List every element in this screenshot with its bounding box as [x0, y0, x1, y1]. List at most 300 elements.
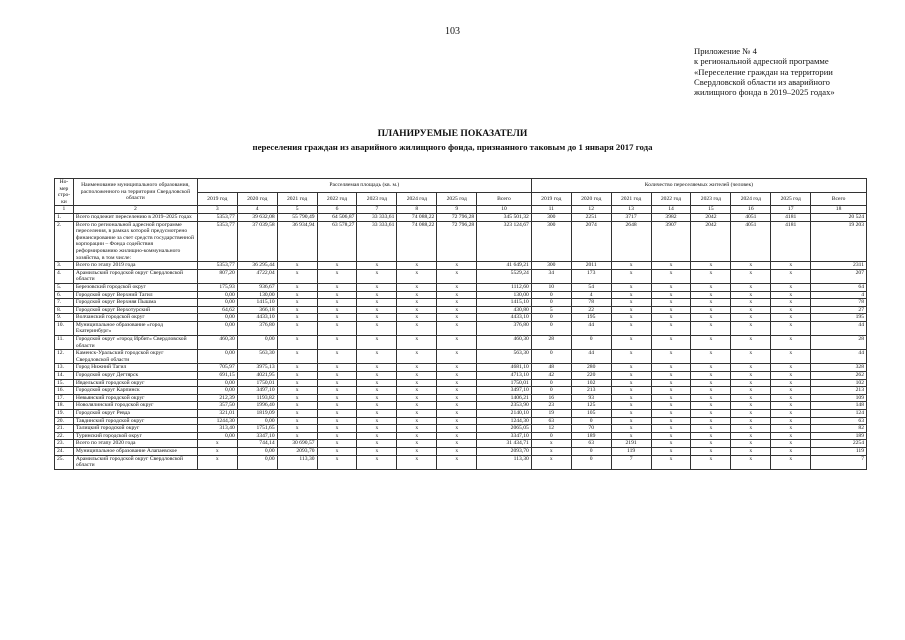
municipality-name-cell: Городской округ Верхотурский	[73, 306, 197, 314]
area-value-cell: х	[397, 306, 437, 314]
people-value-cell: 3907	[651, 221, 691, 262]
area-value-cell: х	[357, 321, 397, 335]
row-number-cell: 10.	[55, 321, 74, 335]
area-value-cell: х	[437, 417, 477, 425]
row-number-cell: 6.	[55, 291, 74, 299]
people-value-cell: 195	[571, 314, 611, 322]
area-value-cell: 0,00	[197, 299, 237, 307]
row-number-cell: 25.	[55, 455, 74, 469]
area-value-cell: х	[397, 387, 437, 395]
area-value-cell: х	[317, 455, 357, 469]
people-value-cell: 105	[571, 410, 611, 418]
area-value-cell: 3497,10	[477, 387, 532, 395]
area-value-cell: х	[317, 314, 357, 322]
table-row	[55, 432, 867, 440]
people-value-cell: 300	[531, 213, 571, 221]
people-value-cell: 0	[531, 350, 571, 364]
area-value-cell: 212,39	[197, 394, 237, 402]
area-value-cell: х	[277, 269, 317, 283]
area-value-cell: 376,80	[237, 321, 277, 335]
row-number-cell: 8.	[55, 306, 74, 314]
area-value-cell: 807,20	[197, 269, 237, 283]
area-value-cell: х	[397, 364, 437, 372]
area-value-cell: х	[397, 402, 437, 410]
people-value-cell: 102	[571, 379, 611, 387]
column-number-cell: 10	[477, 206, 532, 214]
area-value-cell: х	[277, 321, 317, 335]
area-value-cell: х	[357, 314, 397, 322]
column-number-cell: 16	[731, 206, 771, 214]
people-value-cell: 78	[811, 299, 867, 307]
people-value-cell: х	[731, 455, 771, 469]
people-value-cell: 0	[531, 387, 571, 395]
people-value-cell: 23	[531, 402, 571, 410]
people-value-cell: х	[691, 364, 731, 372]
area-value-cell: 33 333,61	[357, 213, 397, 221]
people-value-cell: 109	[811, 394, 867, 402]
people-value-cell: х	[731, 291, 771, 299]
people-value-cell: х	[691, 387, 731, 395]
table-row	[55, 455, 867, 469]
area-value-cell: х	[317, 432, 357, 440]
area-value-cell: х	[437, 291, 477, 299]
area-value-cell: 41 649,21	[477, 262, 532, 270]
people-value-cell: 207	[811, 269, 867, 283]
area-value-cell: х	[277, 350, 317, 364]
people-value-cell: 124	[811, 410, 867, 418]
area-value-cell: 64,62	[197, 306, 237, 314]
municipality-name-cell: Ивдельский городской округ	[73, 379, 197, 387]
area-value-cell: 74 088,22	[397, 213, 437, 221]
people-value-cell: х	[731, 402, 771, 410]
people-value-cell: 28	[531, 336, 571, 350]
people-value-cell: х	[651, 432, 691, 440]
area-value-cell: х	[437, 350, 477, 364]
area-value-cell: х	[317, 379, 357, 387]
area-value-cell: 55 790,49	[277, 213, 317, 221]
people-value-cell: х	[771, 262, 811, 270]
municipality-name-cell: Город Нижний Тагил	[73, 364, 197, 372]
area-value-cell: х	[437, 364, 477, 372]
document-title: ПЛАНИРУЕМЫЕ ПОКАЗАТЕЛИ	[377, 128, 528, 139]
area-value-cell: х	[317, 283, 357, 291]
area-value-cell: 5353,77	[197, 262, 237, 270]
header-year: 2019 год	[531, 192, 571, 206]
people-value-cell: х	[731, 410, 771, 418]
people-value-cell: х	[691, 336, 731, 350]
people-value-cell: х	[731, 283, 771, 291]
header-people-group: Количество переселяемых жителей (человек)	[531, 179, 866, 193]
area-value-cell: 74 088,22	[397, 221, 437, 262]
area-value-cell: х	[317, 291, 357, 299]
area-value-cell: х	[397, 350, 437, 364]
table-row	[55, 425, 867, 433]
column-number-cell: 5	[277, 206, 317, 214]
column-number-cell: 6	[317, 206, 357, 214]
municipality-name-cell: Городской округ «город Ирбит» Свердловской области	[73, 336, 197, 350]
people-value-cell: 93	[571, 394, 611, 402]
appendix-line: Свердловской области из аварийного	[694, 76, 830, 87]
area-value-cell: х	[437, 262, 477, 270]
people-value-cell: 20 524	[811, 213, 867, 221]
municipality-name-cell: Муниципальное образование Алапаевское	[73, 447, 197, 455]
area-value-cell: 744,14	[237, 440, 277, 448]
area-value-cell: х	[317, 417, 357, 425]
people-value-cell: 2074	[571, 221, 611, 262]
column-number-cell: 8	[397, 206, 437, 214]
people-value-cell: х	[771, 336, 811, 350]
people-value-cell: 63	[811, 417, 867, 425]
people-value-cell: 328	[811, 364, 867, 372]
table-row	[55, 336, 867, 350]
people-value-cell: 2042	[691, 221, 731, 262]
area-value-cell: 4722,04	[237, 269, 277, 283]
table-row	[55, 402, 867, 410]
area-value-cell: х	[277, 336, 317, 350]
people-value-cell: х	[771, 402, 811, 410]
area-value-cell: х	[437, 387, 477, 395]
people-value-cell: х	[731, 350, 771, 364]
people-value-cell: 2042	[691, 213, 731, 221]
column-number-cell: 15	[691, 206, 731, 214]
area-value-cell: х	[397, 432, 437, 440]
area-value-cell: 72 796,28	[437, 213, 477, 221]
area-value-cell: х	[397, 447, 437, 455]
people-value-cell: х	[611, 299, 651, 307]
area-value-cell: х	[317, 387, 357, 395]
people-value-cell: 125	[571, 402, 611, 410]
people-value-cell: 189	[811, 432, 867, 440]
people-value-cell: 0	[571, 336, 611, 350]
area-value-cell: х	[397, 379, 437, 387]
area-value-cell: х	[437, 314, 477, 322]
area-value-cell: 321,01	[197, 410, 237, 418]
column-number-cell: 4	[237, 206, 277, 214]
municipality-name-cell: Новолялинский городской округ	[73, 402, 197, 410]
people-value-cell: х	[771, 350, 811, 364]
table-row	[55, 321, 867, 335]
area-value-cell: х	[357, 291, 397, 299]
municipality-name-cell: Городской округ Дегтярск	[73, 372, 197, 380]
area-value-cell: х	[357, 394, 397, 402]
people-value-cell: х	[771, 372, 811, 380]
area-value-cell: 313,40	[197, 425, 237, 433]
table-row	[55, 221, 867, 262]
area-value-cell: 3497,10	[237, 387, 277, 395]
people-value-cell: 0	[531, 379, 571, 387]
people-value-cell: х	[771, 379, 811, 387]
area-value-cell: 1193,82	[237, 394, 277, 402]
people-value-cell: 2191	[611, 440, 651, 448]
area-value-cell: х	[317, 262, 357, 270]
appendix-line: «Переселение граждан на территории	[694, 66, 833, 77]
people-value-cell: х	[611, 321, 651, 335]
area-value-cell: 0,00	[197, 379, 237, 387]
column-number-cell: 13	[611, 206, 651, 214]
people-value-cell: х	[651, 455, 691, 469]
area-value-cell: 33 333,61	[357, 221, 397, 262]
header-year: 2024 год	[397, 192, 437, 206]
municipality-name-cell: Всего по региональной адресной программе переселения, в рамках которой предусмотрено финансирование за счет средств государственной корпорации – Фонда содействия реформированию жилищно-коммунального хозяйства, в том числе:	[73, 221, 197, 262]
area-value-cell: х	[357, 447, 397, 455]
people-value-cell: х	[731, 336, 771, 350]
area-value-cell: х	[397, 283, 437, 291]
people-value-cell: х	[651, 447, 691, 455]
header-year: 2021 год	[277, 192, 317, 206]
people-value-cell: х	[771, 306, 811, 314]
area-value-cell: х	[277, 364, 317, 372]
area-value-cell: 563,30	[237, 350, 277, 364]
table-row	[55, 213, 867, 221]
people-value-cell: 0	[531, 291, 571, 299]
people-value-cell: х	[771, 364, 811, 372]
people-value-cell: х	[691, 417, 731, 425]
people-value-cell: 2648	[611, 221, 651, 262]
people-value-cell: х	[651, 425, 691, 433]
people-value-cell: 12	[531, 425, 571, 433]
area-value-cell: х	[357, 402, 397, 410]
area-value-cell: 5353,77	[197, 221, 237, 262]
people-value-cell: х	[651, 372, 691, 380]
area-value-cell: 0,00	[197, 387, 237, 395]
area-value-cell: х	[277, 306, 317, 314]
header-year: 2022 год	[651, 192, 691, 206]
area-value-cell: х	[197, 447, 237, 455]
header-year: 2025 год	[437, 192, 477, 206]
area-value-cell: х	[437, 336, 477, 350]
people-value-cell: х	[611, 262, 651, 270]
appendix-line: к региональной адресной программе	[694, 56, 829, 67]
people-value-cell: х	[731, 440, 771, 448]
area-value-cell: 1415,10	[237, 299, 277, 307]
people-value-cell: х	[691, 379, 731, 387]
people-value-cell: х	[731, 306, 771, 314]
area-value-cell: х	[317, 336, 357, 350]
area-value-cell: 1406,21	[477, 394, 532, 402]
area-value-cell: 4433,10	[237, 314, 277, 322]
people-value-cell: х	[771, 314, 811, 322]
area-value-cell: х	[317, 440, 357, 448]
area-value-cell: 4681,10	[477, 364, 532, 372]
area-value-cell: х	[397, 269, 437, 283]
table-row	[55, 350, 867, 364]
column-number-cell: 11	[531, 206, 571, 214]
people-value-cell: х	[731, 364, 771, 372]
area-value-cell: х	[437, 306, 477, 314]
area-value-cell: х	[397, 394, 437, 402]
row-number-cell: 5.	[55, 283, 74, 291]
table-row	[55, 291, 867, 299]
row-number-cell: 14.	[55, 372, 74, 380]
people-value-cell: х	[771, 321, 811, 335]
people-value-cell: 54	[571, 283, 611, 291]
people-value-cell: х	[691, 314, 731, 322]
header-total: Всего	[811, 192, 867, 206]
people-value-cell: 78	[571, 299, 611, 307]
people-value-cell: х	[611, 410, 651, 418]
column-number-cell: 3	[197, 206, 237, 214]
area-value-cell: 2093,70	[477, 447, 532, 455]
people-value-cell: 48	[531, 364, 571, 372]
area-value-cell: 0,00	[197, 321, 237, 335]
municipality-name-cell: Городской округ Верхний Тагил	[73, 291, 197, 299]
area-value-cell: 2065,05	[477, 425, 532, 433]
municipality-name-cell: Талицкий городской округ	[73, 425, 197, 433]
area-value-cell: 72 796,28	[437, 221, 477, 262]
people-value-cell: х	[731, 314, 771, 322]
people-value-cell: х	[691, 410, 731, 418]
area-value-cell: х	[357, 269, 397, 283]
row-number-cell: 15.	[55, 379, 74, 387]
people-value-cell: 0	[531, 314, 571, 322]
area-value-cell: х	[437, 455, 477, 469]
people-value-cell: х	[611, 402, 651, 410]
people-value-cell: х	[651, 306, 691, 314]
table-row	[55, 440, 867, 448]
area-value-cell: х	[397, 299, 437, 307]
area-value-cell: 0,00	[197, 432, 237, 440]
header-year: 2020 год	[237, 192, 277, 206]
area-value-cell: х	[397, 425, 437, 433]
header-year: 2022 год	[317, 192, 357, 206]
area-value-cell: х	[437, 372, 477, 380]
people-value-cell: 0	[571, 455, 611, 469]
people-value-cell: х	[651, 314, 691, 322]
people-value-cell: х	[651, 299, 691, 307]
people-value-cell: 42	[531, 372, 571, 380]
table-row	[55, 417, 867, 425]
municipality-name-cell: Городской округ Карпинск	[73, 387, 197, 395]
people-value-cell: х	[731, 447, 771, 455]
area-value-cell: 2093,70	[277, 447, 317, 455]
row-number-cell: 3.	[55, 262, 74, 270]
area-value-cell: х	[357, 425, 397, 433]
area-value-cell: х	[437, 299, 477, 307]
people-value-cell: х	[611, 283, 651, 291]
people-value-cell: х	[731, 321, 771, 335]
area-value-cell: х	[437, 321, 477, 335]
area-value-cell: 0,00	[237, 455, 277, 469]
people-value-cell: х	[691, 432, 731, 440]
header-total: Всего	[477, 192, 532, 206]
row-number-cell: 2.	[55, 221, 74, 262]
area-value-cell: х	[357, 299, 397, 307]
area-value-cell: 113,30	[277, 455, 317, 469]
area-value-cell: х	[357, 336, 397, 350]
column-numbers-row	[55, 206, 867, 214]
area-value-cell: х	[397, 417, 437, 425]
people-value-cell: 19	[531, 410, 571, 418]
people-value-cell: 19 203	[811, 221, 867, 262]
area-value-cell: х	[357, 364, 397, 372]
municipality-name-cell: Всего по этапу 2020 года	[73, 440, 197, 448]
area-value-cell: 130,00	[237, 291, 277, 299]
area-value-cell: 323 124,67	[477, 221, 532, 262]
people-value-cell: х	[731, 269, 771, 283]
people-value-cell: 70	[571, 425, 611, 433]
people-value-cell: х	[691, 283, 731, 291]
people-value-cell: х	[691, 306, 731, 314]
area-value-cell: 4433,10	[477, 314, 532, 322]
people-value-cell: 63	[531, 417, 571, 425]
people-value-cell: 0	[531, 432, 571, 440]
municipality-name-cell: Волчанский городской округ	[73, 314, 197, 322]
people-value-cell: х	[531, 440, 571, 448]
people-value-cell: х	[611, 387, 651, 395]
area-value-cell: 113,30	[477, 455, 532, 469]
people-value-cell: 2254	[811, 440, 867, 448]
row-number-cell: 16.	[55, 387, 74, 395]
area-value-cell: х	[317, 269, 357, 283]
people-value-cell: х	[731, 372, 771, 380]
area-value-cell: 2353,90	[477, 402, 532, 410]
table-row	[55, 364, 867, 372]
table-row	[55, 387, 867, 395]
people-value-cell: х	[691, 447, 731, 455]
people-value-cell: 64	[811, 283, 867, 291]
people-value-cell: х	[611, 314, 651, 322]
indicators-table	[54, 178, 867, 470]
people-value-cell: 119	[811, 447, 867, 455]
people-value-cell: х	[691, 440, 731, 448]
area-value-cell: 1750,01	[477, 379, 532, 387]
header-area-group: Расселяемая площадь (кв. м.)	[197, 179, 531, 193]
people-value-cell: 102	[811, 379, 867, 387]
people-value-cell: х	[731, 379, 771, 387]
area-value-cell: х	[357, 432, 397, 440]
people-value-cell: х	[611, 336, 651, 350]
area-value-cell: х	[357, 306, 397, 314]
area-value-cell: 64 506,87	[317, 213, 357, 221]
document-subtitle: переселения граждан из аварийного жилищного фонда, признанного таковым до 1 января 2017 года	[252, 142, 653, 152]
table-row	[55, 410, 867, 418]
area-value-cell: 36 934,94	[277, 221, 317, 262]
header-year: 2021 год	[611, 192, 651, 206]
area-value-cell: 1751,65	[237, 425, 277, 433]
area-value-cell: х	[317, 299, 357, 307]
people-value-cell: х	[651, 321, 691, 335]
area-value-cell: х	[397, 291, 437, 299]
area-value-cell: х	[197, 440, 237, 448]
row-number-cell: 13.	[55, 364, 74, 372]
people-value-cell: 213	[571, 387, 611, 395]
area-value-cell: х	[357, 417, 397, 425]
area-value-cell: х	[277, 402, 317, 410]
people-value-cell: х	[771, 291, 811, 299]
area-value-cell: х	[277, 262, 317, 270]
table-row	[55, 447, 867, 455]
area-value-cell: х	[357, 387, 397, 395]
people-value-cell: х	[771, 417, 811, 425]
area-value-cell: 430,80	[477, 306, 532, 314]
row-number-cell: 17.	[55, 394, 74, 402]
people-value-cell: 27	[811, 306, 867, 314]
people-value-cell: х	[691, 402, 731, 410]
people-value-cell: 22	[571, 306, 611, 314]
people-value-cell: х	[731, 262, 771, 270]
area-value-cell: х	[397, 455, 437, 469]
people-value-cell: х	[691, 299, 731, 307]
row-number-cell: 23.	[55, 440, 74, 448]
area-value-cell: х	[357, 410, 397, 418]
row-number-cell: 1.	[55, 213, 74, 221]
people-value-cell: х	[731, 299, 771, 307]
people-value-cell: х	[651, 336, 691, 350]
area-value-cell: 1819,09	[237, 410, 277, 418]
column-number-cell: 18	[811, 206, 867, 214]
header-year: 2023 год	[691, 192, 731, 206]
people-value-cell: 148	[811, 402, 867, 410]
